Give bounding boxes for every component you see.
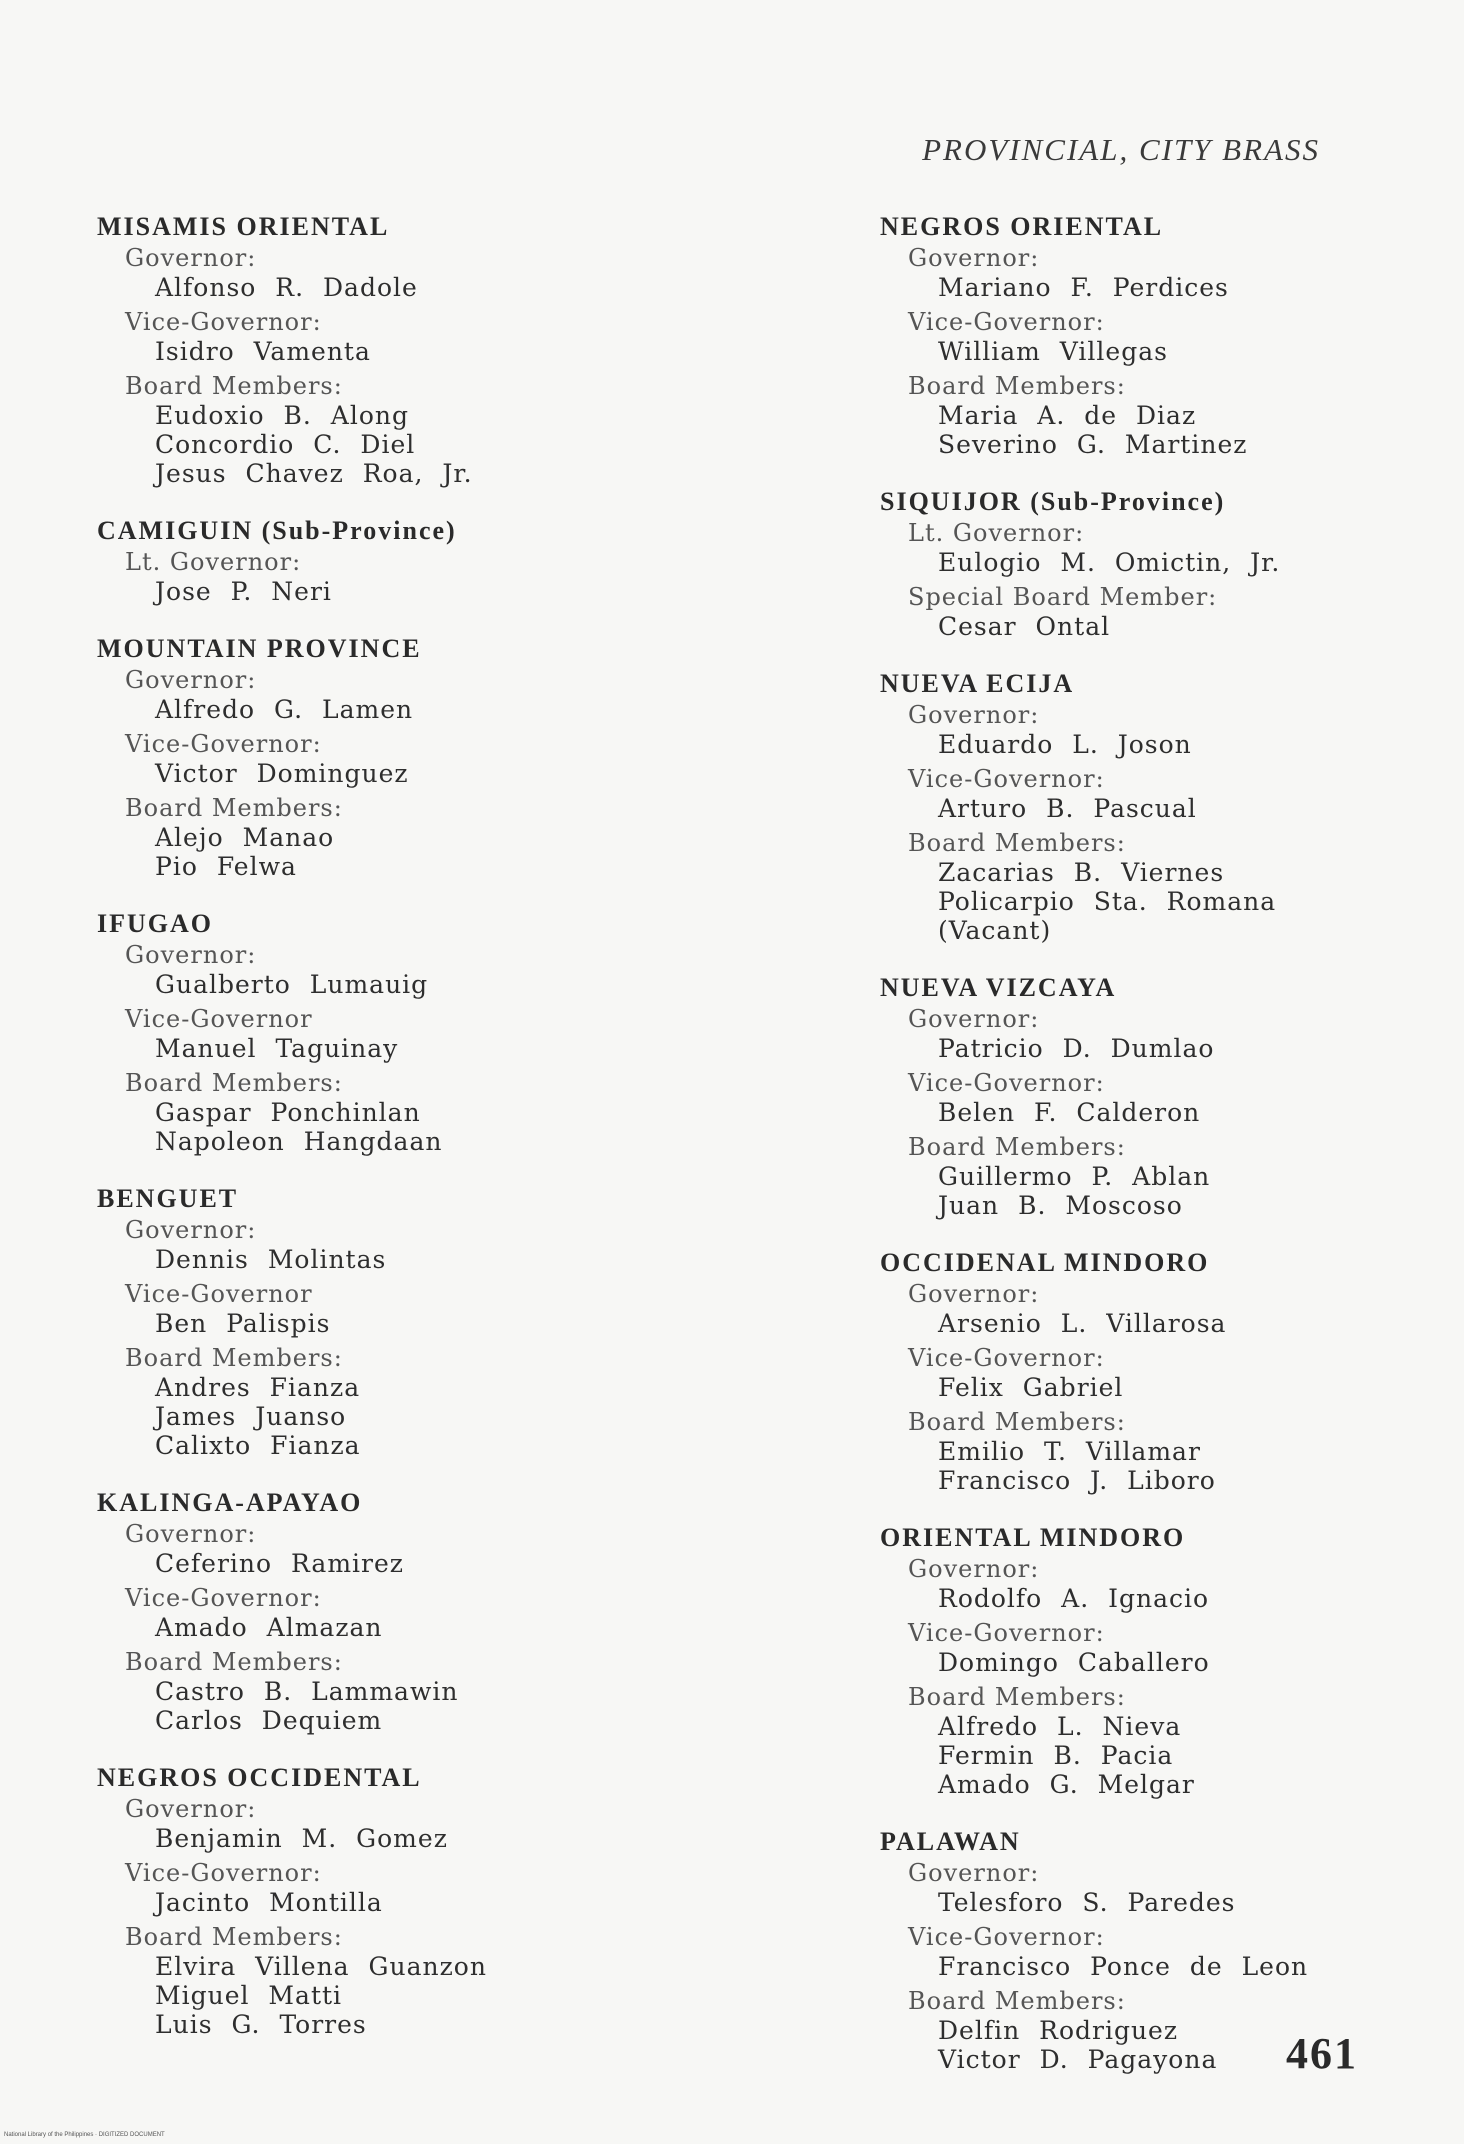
office-title: Vice-Governor:	[125, 308, 322, 336]
official-name: Calixto Fianza	[155, 1431, 361, 1460]
province-section	[880, 210, 1440, 459]
official-name: Emilio T. Villamar	[938, 1437, 1201, 1466]
province-section	[97, 632, 657, 881]
office-group	[908, 372, 1440, 459]
official-name: (Vacant)	[938, 916, 1052, 945]
office-title: Governor:	[908, 1859, 1040, 1887]
official-name: Alfredo L. Nieva	[938, 1712, 1182, 1741]
office-group	[908, 701, 1440, 759]
official-name: Napoleon Hangdaan	[155, 1127, 443, 1156]
official-name: Carlos Dequiem	[155, 1706, 383, 1735]
official-name: Pio Felwa	[155, 852, 297, 881]
office-group	[908, 244, 1440, 302]
office-group	[125, 794, 657, 881]
official-name: Ceferino Ramirez	[155, 1549, 404, 1578]
official-name: Mariano F. Perdices	[938, 273, 1229, 302]
province-heading: SIQUIJOR (Sub-Province)	[880, 487, 1226, 516]
office-title: Board Members:	[125, 1069, 343, 1097]
official-name: Elvira Villena Guanzon	[155, 1952, 487, 1981]
province-section	[97, 1182, 657, 1460]
official-name: Eudoxio B. Along	[155, 401, 409, 430]
office-title: Board Members:	[908, 829, 1126, 857]
province-section	[97, 907, 657, 1156]
province-heading: BENGUET	[97, 1184, 239, 1213]
office-title: Vice-Governor:	[125, 1859, 322, 1887]
office-group	[908, 1987, 1440, 2074]
province-section	[880, 667, 1440, 945]
province-heading: PALAWAN	[880, 1827, 1021, 1856]
province-heading: NEGROS OCCIDENTAL	[97, 1763, 422, 1792]
office-group	[125, 941, 657, 999]
office-title: Governor:	[125, 666, 257, 694]
official-name: Domingo Caballero	[938, 1648, 1210, 1677]
office-title: Vice-Governor	[125, 1280, 313, 1308]
province-section	[97, 514, 657, 606]
office-title: Vice-Governor:	[908, 1923, 1105, 1951]
office-title: Board Members:	[908, 1133, 1126, 1161]
official-name: Delfin Rodriguez	[938, 2016, 1179, 2045]
province-heading: OCCIDENAL MINDORO	[880, 1248, 1210, 1277]
office-group	[125, 1859, 657, 1917]
office-title: Vice-Governor:	[908, 1344, 1105, 1372]
province-heading: ORIENTAL MINDORO	[880, 1523, 1186, 1552]
province-section	[97, 1486, 657, 1735]
office-group	[908, 1859, 1440, 1917]
province-section	[97, 210, 657, 488]
office-group	[125, 1923, 657, 2039]
official-name: Severino G. Martinez	[938, 430, 1248, 459]
office-title: Board Members:	[908, 1408, 1126, 1436]
office-title: Governor:	[908, 701, 1040, 729]
office-title: Governor:	[125, 941, 257, 969]
province-section	[880, 485, 1440, 641]
office-title: Governor:	[125, 1216, 257, 1244]
office-title: Governor:	[908, 1005, 1040, 1033]
province-heading: CAMIGUIN (Sub-Province)	[97, 516, 457, 545]
official-name: Felix Gabriel	[938, 1373, 1124, 1402]
running-head: PROVINCIAL, CITY BRASS	[922, 132, 1320, 167]
official-name: Dennis Molintas	[155, 1245, 387, 1274]
office-group	[908, 1923, 1440, 1981]
province-heading: MISAMIS ORIENTAL	[97, 212, 390, 241]
office-group	[125, 1584, 657, 1642]
province-heading: IFUGAO	[97, 909, 213, 938]
office-group	[125, 244, 657, 302]
office-group	[908, 1683, 1440, 1799]
official-name: Gualberto Lumauig	[155, 970, 429, 999]
office-group	[125, 1216, 657, 1274]
province-section	[880, 1246, 1440, 1495]
official-name: Francisco Ponce de Leon	[938, 1952, 1309, 1981]
office-group	[125, 1795, 657, 1853]
footer-note: National Library of the Philippines · DIGITIZED DOCUMENT	[4, 2132, 165, 2138]
official-name: Alfredo G. Lamen	[155, 695, 414, 724]
office-title: Vice-Governor:	[908, 308, 1105, 336]
office-group	[125, 1648, 657, 1735]
official-name: Juan B. Moscoso	[938, 1191, 1183, 1220]
official-name: Zacarias B. Viernes	[938, 858, 1225, 887]
official-name: Manuel Taguinay	[155, 1034, 399, 1063]
official-name: Fermin B. Pacia	[938, 1741, 1174, 1770]
official-name: Alejo Manao	[155, 823, 335, 852]
official-name: Arturo B. Pascual	[938, 794, 1197, 823]
official-name: Benjamin M. Gomez	[155, 1824, 448, 1853]
office-group	[908, 1344, 1440, 1402]
official-name: Belen F. Calderon	[938, 1098, 1201, 1127]
province-heading: NUEVA VIZCAYA	[880, 973, 1117, 1002]
office-group	[908, 1619, 1440, 1677]
office-title: Vice-Governor:	[125, 1584, 322, 1612]
office-title: Vice-Governor	[125, 1005, 313, 1033]
office-group	[908, 1280, 1440, 1338]
office-title: Vice-Governor:	[908, 765, 1105, 793]
official-name: Concordio C. Diel	[155, 430, 416, 459]
official-name: Luis G. Torres	[155, 2010, 367, 2039]
office-title: Board Members:	[908, 372, 1126, 400]
office-title: Governor:	[908, 1280, 1040, 1308]
official-name: Castro B. Lammawin	[155, 1677, 459, 1706]
official-name: Amado G. Melgar	[938, 1770, 1195, 1799]
office-title: Board Members:	[125, 1648, 343, 1676]
office-title: Special Board Member:	[908, 583, 1218, 611]
official-name: Eulogio M. Omictin, Jr.	[938, 548, 1281, 577]
office-group	[125, 730, 657, 788]
office-group	[125, 1005, 657, 1063]
office-title: Vice-Governor:	[908, 1069, 1105, 1097]
official-name: Patricio D. Dumlao	[938, 1034, 1215, 1063]
office-title: Board Members:	[125, 1923, 343, 1951]
official-name: Guillermo P. Ablan	[938, 1162, 1211, 1191]
office-title: Vice-Governor:	[125, 730, 322, 758]
official-name: Isidro Vamenta	[155, 337, 371, 366]
office-group	[908, 583, 1440, 641]
office-group	[908, 1555, 1440, 1613]
office-title: Governor:	[125, 244, 257, 272]
office-group	[908, 1069, 1440, 1127]
official-name: Ben Palispis	[155, 1309, 331, 1338]
left-column	[97, 210, 657, 2065]
office-title: Lt. Governor:	[125, 548, 302, 576]
official-name: Eduardo L. Joson	[938, 730, 1192, 759]
official-name: Cesar Ontal	[938, 612, 1111, 641]
official-name: Rodolfo A. Ignacio	[938, 1584, 1210, 1613]
office-group	[908, 1133, 1440, 1220]
office-group	[125, 372, 657, 488]
right-column	[880, 210, 1440, 2100]
office-group	[125, 548, 657, 606]
page-number: 461	[1286, 2029, 1358, 2078]
office-title: Board Members:	[125, 372, 343, 400]
province-section	[880, 971, 1440, 1220]
office-title: Board Members:	[125, 1344, 343, 1372]
office-group	[125, 1344, 657, 1460]
office-group	[908, 519, 1440, 577]
office-group	[908, 829, 1440, 945]
office-title: Board Members:	[908, 1683, 1126, 1711]
official-name: Gaspar Ponchinlan	[155, 1098, 421, 1127]
office-group	[908, 1005, 1440, 1063]
office-group	[908, 1408, 1440, 1495]
official-name: Jesus Chavez Roa, Jr.	[155, 459, 473, 488]
official-name: Policarpio Sta. Romana	[938, 887, 1277, 916]
official-name: James Juanso	[155, 1402, 347, 1431]
official-name: Victor Dominguez	[155, 759, 409, 788]
office-title: Governor:	[908, 1555, 1040, 1583]
office-group	[125, 1280, 657, 1338]
office-title: Governor:	[125, 1520, 257, 1548]
official-name: Francisco J. Liboro	[938, 1466, 1216, 1495]
official-name: Miguel Matti	[155, 1981, 343, 2010]
office-title: Vice-Governor:	[908, 1619, 1105, 1647]
office-group	[125, 1069, 657, 1156]
office-title: Board Members:	[125, 794, 343, 822]
official-name: Victor D. Pagayona	[938, 2045, 1218, 2074]
official-name: Maria A. de Diaz	[938, 401, 1197, 430]
province-section	[97, 1761, 657, 2039]
province-heading: KALINGA-APAYAO	[97, 1488, 363, 1517]
official-name: Jacinto Montilla	[155, 1888, 383, 1917]
province-heading: NUEVA ECIJA	[880, 669, 1075, 698]
office-group	[125, 308, 657, 366]
official-name: Jose P. Neri	[155, 577, 332, 606]
office-group	[125, 666, 657, 724]
province-heading: MOUNTAIN PROVINCE	[97, 634, 422, 663]
office-group	[125, 1520, 657, 1578]
official-name: Arsenio L. Villarosa	[938, 1309, 1227, 1338]
official-name: Andres Fianza	[155, 1373, 361, 1402]
official-name: Telesforo S. Paredes	[938, 1888, 1236, 1917]
official-name: Alfonso R. Dadole	[155, 273, 418, 302]
office-group	[908, 308, 1440, 366]
office-title: Governor:	[908, 244, 1040, 272]
province-heading: NEGROS ORIENTAL	[880, 212, 1164, 241]
official-name: William Villegas	[938, 337, 1168, 366]
official-name: Amado Almazan	[155, 1613, 383, 1642]
office-title: Governor:	[125, 1795, 257, 1823]
province-section	[880, 1521, 1440, 1799]
office-title: Lt. Governor:	[908, 519, 1085, 547]
office-title: Board Members:	[908, 1987, 1126, 2015]
office-group	[908, 765, 1440, 823]
